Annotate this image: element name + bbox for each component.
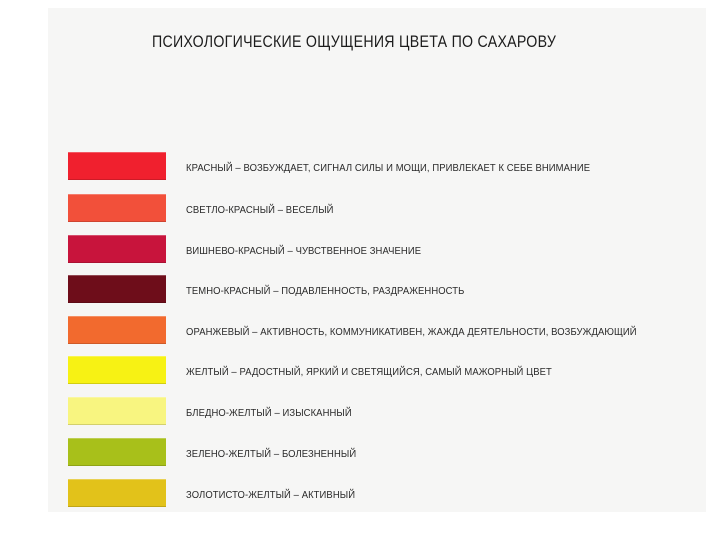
color-description: ТЕМНО-КРАСНЫЙ – ПОДАВЛЕННОСТЬ, РАЗДРАЖЕННОСТЬ: [186, 285, 465, 297]
color-swatch: [68, 194, 166, 222]
color-swatch: [68, 152, 166, 180]
color-swatch: [68, 316, 166, 344]
color-row: [68, 235, 698, 265]
color-row: [68, 275, 698, 305]
color-description: БЛЕДНО-ЖЕЛТЫЙ – ИЗЫСКАННЫЙ: [186, 407, 352, 419]
color-description: ВИШНЕВО-КРАСНЫЙ – ЧУВСТВЕННОЕ ЗНАЧЕНИЕ: [186, 245, 422, 257]
color-swatch: [68, 397, 166, 425]
color-row: [68, 356, 698, 386]
page-title: ПСИХОЛОГИЧЕСКИЕ ОЩУЩЕНИЯ ЦВЕТА ПО САХАРОВУ: [152, 33, 557, 51]
color-row: [68, 397, 698, 427]
color-swatch: [68, 479, 166, 507]
color-row: [68, 316, 698, 346]
color-description: ЖЕЛТЫЙ – РАДОСТНЫЙ, ЯРКИЙ И СВЕТЯЩИЙСЯ, САМЫЙ МАЖОРНЫЙ ЦВЕТ: [186, 366, 552, 378]
color-description: ОРАНЖЕВЫЙ – АКТИВНОСТЬ, КОММУНИКАТИВЕН, ЖАЖДА ДЕЯТЕЛЬНОСТИ, ВОЗБУЖДАЮЩИЙ: [186, 326, 637, 338]
color-swatch: [68, 275, 166, 303]
color-description: КРАСНЫЙ – ВОЗБУЖДАЕТ, СИГНАЛ СИЛЫ И МОЩИ, ПРИВЛЕКАЕТ К СЕБЕ ВНИМАНИЕ: [186, 162, 591, 174]
color-description: ЗОЛОТИСТО-ЖЕЛТЫЙ – АКТИВНЫЙ: [186, 489, 356, 501]
color-row: [68, 479, 698, 509]
color-swatch: [68, 356, 166, 384]
color-description: ЗЕЛЕНО-ЖЕЛТЫЙ – БОЛЕЗНЕННЫЙ: [186, 448, 357, 460]
color-row: [68, 438, 698, 468]
color-swatch: [68, 235, 166, 263]
color-row: [68, 194, 698, 224]
color-swatch: [68, 438, 166, 466]
color-row: [68, 152, 698, 182]
color-description: СВЕТЛО-КРАСНЫЙ – ВЕСЕЛЫЙ: [186, 204, 334, 216]
